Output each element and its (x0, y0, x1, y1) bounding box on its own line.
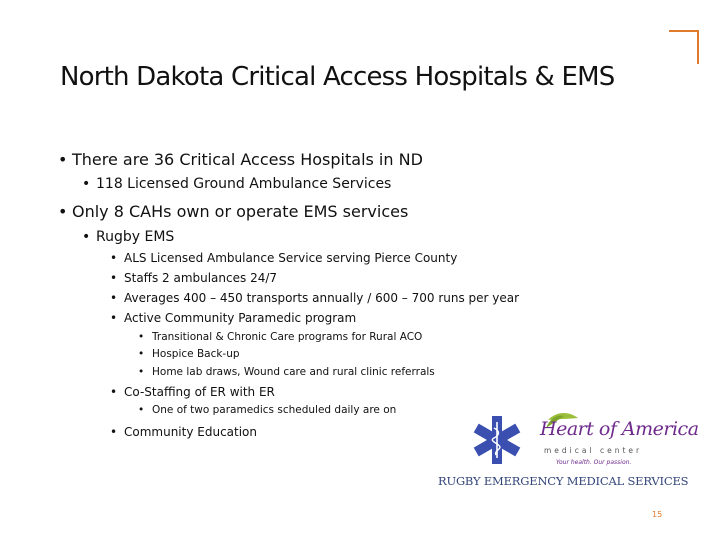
bullet-item (82, 176, 391, 192)
bullet-text: Transitional & Chronic Care programs for Rural ACO (152, 331, 423, 343)
bullet-icon: • (110, 385, 118, 399)
bullet-text: ALS Licensed Ambulance Service serving Pierce County (124, 251, 458, 265)
bullet-text: Community Education (124, 425, 258, 439)
bullet-icon: • (138, 366, 145, 378)
bullet-icon: • (110, 271, 118, 285)
bullet-text: Staffs 2 ambulances 24/7 (124, 271, 278, 285)
bullet-text: Co-Staffing of ER with ER (124, 385, 275, 399)
bullet-item (58, 202, 408, 221)
bullet-item (138, 366, 435, 378)
corner-accent (669, 30, 699, 64)
bullet-text: Averages 400 – 450 transports annually / 600 – 700 runs per year (124, 291, 520, 305)
bullet-icon: • (82, 229, 91, 245)
bullet-icon: • (82, 176, 91, 192)
bullet-item (58, 150, 423, 169)
star-of-life-icon (474, 416, 521, 464)
bullet-icon: • (110, 311, 118, 325)
bullet-item (110, 385, 275, 399)
bullet-icon: • (138, 404, 145, 416)
logo-ems-name: RUGBY EMERGENCY MEDICAL SERVICES (438, 474, 689, 488)
bullet-icon: • (58, 150, 68, 169)
bullet-text: Hospice Back-up (152, 348, 240, 360)
logo-subtitle: medical center (544, 446, 643, 455)
bullet-item (110, 251, 457, 265)
bullet-item (110, 291, 519, 305)
bullet-item (138, 404, 396, 416)
bullet-icon: • (110, 425, 118, 439)
bullet-text: One of two paramedics scheduled daily are on (152, 404, 397, 416)
bullet-text: 118 Licensed Ground Ambulance Services (96, 176, 392, 192)
bullet-icon: • (110, 251, 118, 265)
logo-brand-name: Heart of America (540, 418, 699, 440)
bullet-icon: • (110, 291, 118, 305)
bullet-text: Home lab draws, Wound care and rural clinic referrals (152, 366, 435, 378)
bullet-item (82, 229, 174, 245)
logo-tagline: Your health. Our passion. (556, 459, 632, 466)
bullet-item (110, 271, 277, 285)
page-number: 15 (652, 510, 663, 519)
bullet-text: Active Community Paramedic program (124, 311, 357, 325)
bullet-icon: • (138, 348, 145, 360)
bullet-text: There are 36 Critical Access Hospitals in ND (72, 150, 423, 169)
bullet-item (110, 425, 257, 439)
bullet-item (138, 348, 240, 360)
bullet-item (138, 331, 422, 343)
bullet-icon: • (138, 331, 145, 343)
slide-title: North Dakota Critical Access Hospitals & EMS (60, 62, 615, 92)
bullet-text: Only 8 CAHs own or operate EMS services (72, 202, 409, 221)
bullet-item (110, 311, 356, 325)
bullet-text: Rugby EMS (96, 229, 175, 245)
bullet-icon: • (58, 202, 68, 221)
